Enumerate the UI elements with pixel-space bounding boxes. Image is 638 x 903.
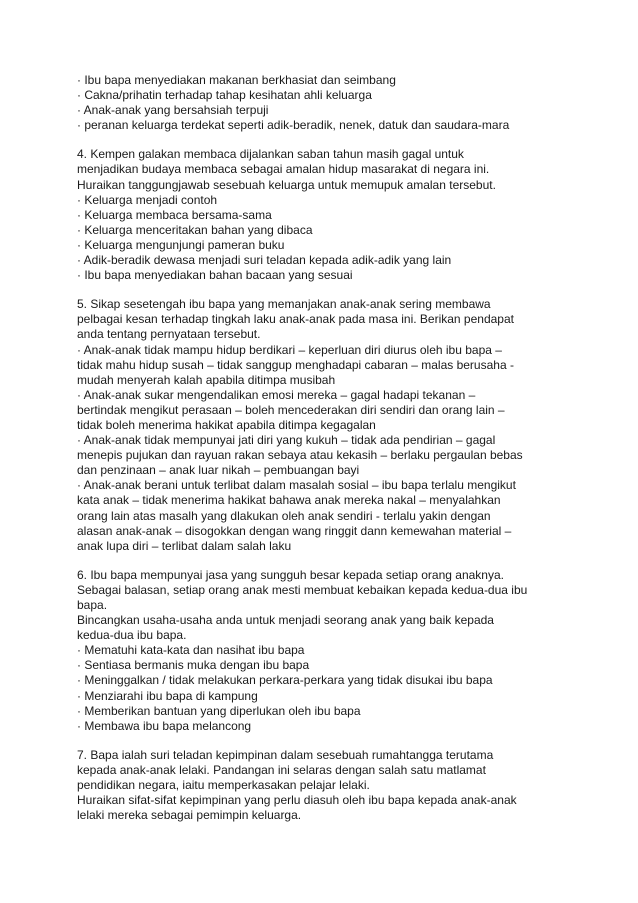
list-item: · Memberikan bantuan yang diperlukan oleh ibu bapa (77, 703, 361, 718)
question-text: 4. Kempen galakan membaca dijalankan saban tahun masih gagal untuk (77, 147, 464, 162)
question-text: kedua-dua ibu bapa. (77, 628, 187, 643)
list-item: · Anak-anak berani untuk terlibat dalam masalah sosial – ibu bapa terlalu mengikut (77, 478, 516, 493)
list-item: · Anak-anak tidak mempunyai jati diri yang kukuh – tidak ada pendirian – gagal (77, 433, 496, 448)
list-item: anak lupa diri – terlibat dalam salah laku (77, 538, 292, 553)
question-text: 6. Ibu bapa mempunyai jasa yang sungguh besar kepada setiap orang anaknya. (77, 567, 504, 582)
list-item: · Adik-beradik dewasa menjadi suri teladan kepada adik-adik yang lain (77, 253, 452, 268)
list-item: · Keluarga mengunjungi pameran buku (77, 237, 285, 252)
question-text: 5. Sikap sesetengah ibu bapa yang memanjakan anak-anak sering membawa (77, 297, 491, 312)
list-item: · Ibu bapa menyediakan makanan berkhasiat dan seimbang (77, 73, 396, 87)
list-item: · Anak-anak yang bersahsiah terpuji (77, 103, 269, 118)
list-item: bertindak mengikut perasaan – boleh mencederakan diri sendiri dan orang lain – (77, 402, 505, 417)
list-item: orang lain atas masalh yang dlakukan oleh anak sendiri - terlalu yakin dengan (77, 508, 491, 523)
list-item: · Keluarga menjadi contoh (77, 192, 218, 207)
intro-list (77, 73, 577, 133)
document-page (77, 73, 577, 823)
paragraph-gap (77, 734, 577, 748)
list-item: dan penzinaan – anak luar nikah – pembuangan bayi (77, 463, 360, 478)
list-item: · Membawa ibu bapa melancong (77, 718, 252, 733)
question-5 (77, 297, 577, 554)
question-text: lelaki mereka sebagai pemimpin keluarga. (77, 808, 302, 823)
question-text: menjadikan budaya membaca sebagai amalan hidup masarakat di negara ini. (77, 162, 490, 177)
question-text: Sebagai balasan, setiap orang anak mesti membuat kebaikan kepada kedua-dua ibu (77, 582, 528, 597)
question-text: kepada anak-anak lelaki. Pandangan ini selaras dengan salah satu matlamat (77, 762, 486, 777)
paragraph-gap (77, 133, 577, 147)
question-text: Bincangkan usaha-usaha anda untuk menjadi seorang anak yang baik kepada (77, 613, 494, 628)
list-item: · Cakna/prihatin terhadap tahap kesihatan ahli keluarga (77, 88, 372, 103)
paragraph-gap (77, 554, 577, 568)
list-item: · Meninggalkan / tidak melakukan perkara-perkara yang tidak disukai ibu bapa (77, 673, 493, 688)
list-item: · Keluarga membaca bersama-sama (77, 207, 272, 222)
question-text: Huraikan sifat-sifat kepimpinan yang perlu diasuh oleh ibu bapa kepada anak-anak (77, 793, 517, 808)
paragraph-gap (77, 283, 577, 297)
list-item: kata anak – tidak menerima hakikat bahawa anak mereka nakal – menyalahkan (77, 493, 501, 508)
list-item: alasan anak-anak – disogokkan dengan wang ringgit dann kemewahan material – (77, 523, 512, 538)
list-item: · Ibu bapa menyediakan bahan bacaan yang sesuai (77, 268, 353, 283)
question-6 (77, 568, 577, 734)
question-text: Huraikan tanggungjawab sesebuah keluarga untuk memupuk amalan tersebut. (77, 177, 496, 192)
question-7 (77, 748, 577, 823)
list-item: · Anak-anak tidak mampu hidup berdikari – keperluan diri diurus oleh ibu bapa – (77, 342, 502, 357)
list-item: · Sentiasa bermanis muka dengan ibu bapa (77, 658, 310, 673)
list-item: · Menziarahi ibu bapa di kampung (77, 688, 258, 703)
list-item: · Anak-anak sukar mengendalikan emosi mereka – gagal hadapi tekanan – (77, 387, 476, 402)
question-text: pendidikan negara, iaitu memperkasakan pelajar lelaki. (77, 778, 370, 793)
list-item: · peranan keluarga terdekat seperti adik-beradik, nenek, datuk dan saudara-mara (77, 118, 510, 133)
question-text: bapa. (77, 598, 108, 612)
list-item: menepis pujukan dan rayuan rakan sebaya atau kekasih – berlaku pergaulan bebas (77, 448, 523, 463)
list-item: tidak mahu hidup susah – tidak sanggup menghadapi cabaran – malas berusaha - (77, 357, 514, 372)
question-text: 7. Bapa ialah suri teladan kepimpinan dalam sesebuah rumahtangga terutama (77, 747, 494, 762)
list-item: mudah menyerah kalah apabila ditimpa musibah (77, 372, 336, 387)
list-item: tidak boleh menerima hakikat apabila ditimpa kegagalan (77, 417, 376, 432)
question-text: pelbagai kesan terhadap tingkah laku anak-anak pada masa ini. Berikan pendapat (77, 312, 514, 327)
list-item: · Mematuhi kata-kata dan nasihat ibu bapa (77, 643, 305, 658)
question-4 (77, 147, 577, 283)
list-item: · Keluarga menceritakan bahan yang dibaca (77, 222, 313, 237)
question-text: anda tentang pernyataan tersebut. (77, 327, 261, 342)
